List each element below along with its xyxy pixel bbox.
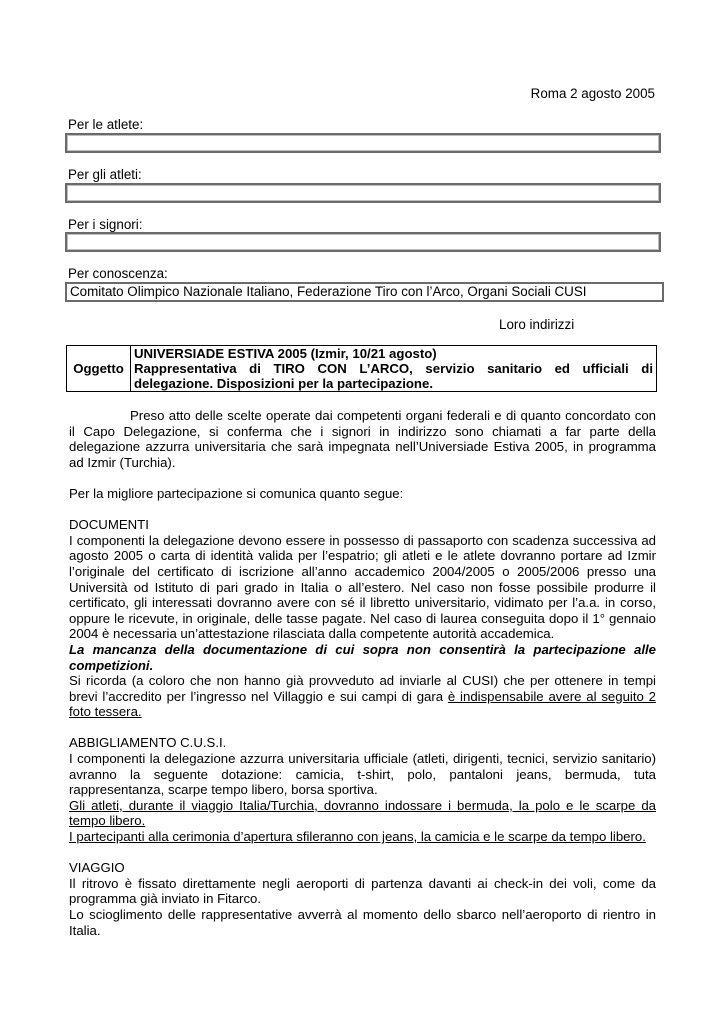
per-la-migliore: Per la migliore partecipazione si comunica quanto segue: (69, 485, 404, 501)
documenti-heading: DOCUMENTI (69, 517, 149, 533)
conoscenza-field[interactable]: Comitato Olimpico Nazionale Italiano, Federazione Tiro con l’Arco, Organi Sociali CUSI (65, 282, 664, 302)
viaggio-scioglimento: Lo scioglimento delle rappresentative avverrà al momento dello sbarco nell’aeroporto di rientro in Italia. (69, 907, 656, 938)
documenti-warning: La mancanza della documentazione di cui sopra non consentirà la partecipazione alle competizioni. (69, 641, 656, 673)
oggetto-label: Oggetto (67, 346, 131, 392)
oggetto-title: UNIVERSIADE ESTIVA 2005 (Izmir, 10/21 agosto) (134, 346, 437, 361)
loro-indirizzi: Loro indirizzi (499, 317, 575, 332)
abbigliamento-cerimonia-note: I partecipanti alla cerimonia d’apertura sfileranno con jeans, la camicia e le scarpe da tempo libero. (69, 829, 646, 845)
atleti-label: Per gli atleti: (68, 167, 142, 182)
viaggio-ritrovo: Il ritrovo è fissato direttamente negli aeroporti di partenza davanti ai check-in dei voli, come da programma già inviato in Fitarco. (69, 875, 656, 907)
intro-paragraph: Preso atto delle scelte operate dai competenti organi federali e di quanto concordato con il Capo Delegazione, si conferma che i signori in indirizzo sono chiamati a far parte della delegazione azzurra universitaria che sarà impegnata nell’Universiade Estiva 2005, in programma ad Izmir (Turchia). (69, 408, 656, 470)
atlete-field[interactable] (65, 133, 661, 153)
documenti-text: I componenti la delegazione devono essere in possesso di passaporto con scadenza successiva ad agosto 2005 o carta di identità valida per l’espatrio; gli atleti e le atlete dovranno portare ad Izmir l’originale del certificato di iscrizione all’anno accademico 2004/2005 o 2005/2006 presso una Università od Istituto di pari grado in Italia o all’estero. Nel caso non fosse possibile produrre il certificato, gli interessati dovranno avere con sé il libretto universitario, vidimato per l’a.a. in corso, oppure le ricevute, in originale, delle tasse pagate. Nel caso di laurea conseguita dopo il 1° gennaio 2004 è necessaria un’attestazione rilasciata dalla competente autorità accademica. (69, 532, 656, 642)
signori-label: Per i signori: (68, 217, 143, 232)
oggetto-description: Rappresentativa di TIRO CON L’ARCO, servizio sanitario ed ufficiali di delegazione. Disposizioni per la partecipazione. (134, 361, 653, 391)
ricorda-text: Si ricorda (a coloro che non hanno già provveduto ad inviarle al CUSI) che per ottenere in tempi brevi l’accredito per l’ingresso nel Villaggio e sui campi di gara (69, 673, 656, 704)
oggetto-content (131, 346, 657, 392)
letter-date: Roma 2 agosto 2005 (530, 86, 655, 101)
conoscenza-label: Per conoscenza: (68, 266, 168, 281)
ricorda-paragraph (69, 673, 656, 720)
viaggio-heading: VIAGGIO (69, 860, 125, 876)
atlete-label: Per le atlete: (68, 117, 144, 132)
ricorda-underlined: è indispensabile avere al seguito 2 foto tessera. (69, 688, 656, 720)
signori-field[interactable] (65, 232, 661, 252)
abbigliamento-text: I componenti la delegazione azzurra universitaria ufficiale (atleti, dirigenti, tecnici, servizio sanitario) avranno la seguente dotazione: camicia, t-shirt, polo, pantaloni jeans, bermuda, tuta rappresentanza, scarpe tempo libero, borsa sportiva. (69, 751, 656, 798)
letter-body (69, 408, 656, 938)
oggetto-table (66, 345, 657, 392)
atleti-field[interactable] (65, 183, 661, 203)
abbigliamento-heading: ABBIGLIAMENTO C.U.S.I. (69, 735, 227, 751)
abbigliamento-atleti-note: Gli atleti, durante il viaggio Italia/Turchia, dovranno indossare i bermuda, la polo e le scarpe da tempo libero. (69, 797, 656, 829)
